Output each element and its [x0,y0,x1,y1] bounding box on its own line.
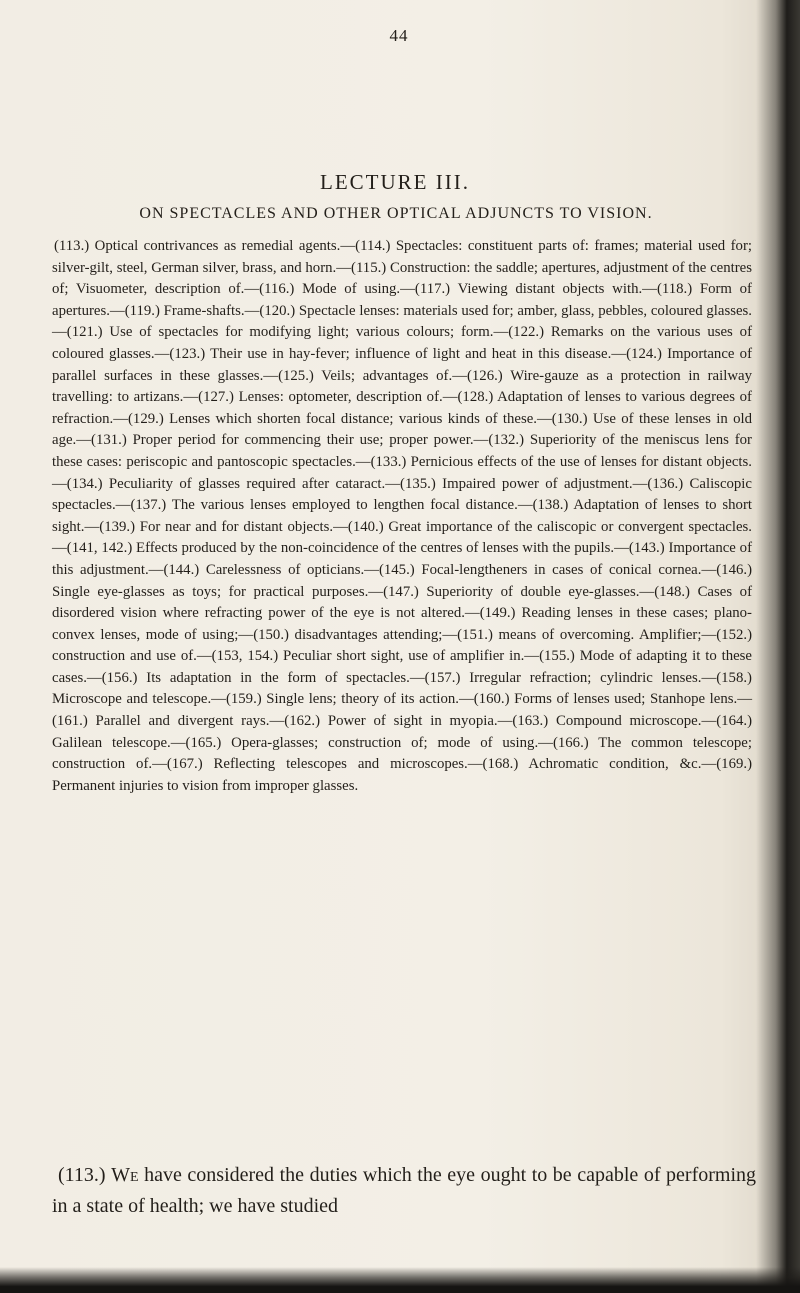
paragraph-text: have considered the duties which the eye ought to be capable of performing in a state of health; we have studied [52,1164,757,1217]
body-paragraph [52,1160,756,1222]
page-number: 44 [389,26,409,45]
lecture-title: LECTURE III. [320,170,470,194]
paragraph-lead-word: We [111,1164,139,1186]
paragraph-number: (113.) [58,1164,106,1186]
lecture-synopsis: (113.) Optical contrivances as remedial agents.—(114.) Spectacles: constituent parts of: frames; material used for; silver-gilt, steel, German silver, brass, and horn.—(115.) Construction: the saddle; apertures, adjustment of the centres of; Visuometer, description of.—(116.) Mode of using.—(117.) Viewing distant objects with.—(118.) Form of apertures.—(119.) Frame-shafts.—(120.) Spectacle lenses: materials used for; amber, glass, pebbles, coloured glasses.—(121.) Use of spectacles for modifying light; various colours; form.—(122.) Remarks on the various uses of coloured glasses.—(123.) Their use in hay-fever; influence of light and heat in this disease.—(124.) Importance of parallel surfaces in these glasses.—(125.) Veils; advantages of.—(126.) Wire-gauze as a protection in railway travelling: to artizans.—(127.) Lenses: optometer, description of.—(128.) Adaptation of lenses to various degrees of refraction.—(129.) Lenses which shorten focal distance; various kinds of these.—(130.) Use of these lenses in old age.—(131.) Proper period for commencing their use; proper power.—(132.) Superiority of the meniscus lens for these cases: periscopic and pantoscopic spectacles.—(133.) Pernicious effects of the use of lenses for distant objects.—(134.) Peculiarity of glasses required after cataract.—(135.) Impaired power of adjustment.—(136.) Caliscopic spectacles.—(137.) The various lenses employed to lengthen focal distance.—(138.) Adaptation of lenses to short sight.—(139.) For near and for distant objects.—(140.) Great importance of the caliscopic or convergent spectacles.—(141, 142.) Effects produced by the non-coincidence of the centres of lenses with the pupils.—(143.) Importance of this adjustment.—(144.) Carelessness of opticians.—(145.) Focal-lengtheners in cases of conical cornea.—(146.) Single eye-glasses as toys; for practical purposes.—(147.) Superiority of double eye-glasses.—(148.) Cases of disordered vision where refracting power of the eye is not altered.—(149.) Reading lenses in these cases; plano-convex lenses, mode of using;—(150.) disadvantages attending;—(151.) means of overcoming. Amplifier;—(152.) construction and use of.—(153, 154.) Peculiar short sight, use of amplifier in.—(155.) Mode of adapting it to these cases.—(156.) Its adaptation in the form of spectacles.—(157.) Irregular refraction; cylindric lenses.—(158.) Microscope and telescope.—(159.) Single lens; theory of its action.—(160.) Forms of lenses used; Stanhope lens.—(161.) Parallel and divergent rays.—(162.) Power of sight in myopia.—(163.) Compound microscope.—(164.) Galilean telescope.—(165.) Opera-glasses; construction of; mode of using.—(166.) The common telescope; construction of.—(167.) Reflecting telescopes and microscopes.—(168.) Achromatic condition, &c.—(169.) Permanent injuries to vision from improper glasses. [52,238,752,794]
lecture-subtitle: ON SPECTACLES AND OTHER OPTICAL ADJUNCTS TO VISION. [139,205,653,222]
page-edge-shadow-bottom [0,1267,800,1293]
page-edge-shadow-right [756,0,800,1293]
